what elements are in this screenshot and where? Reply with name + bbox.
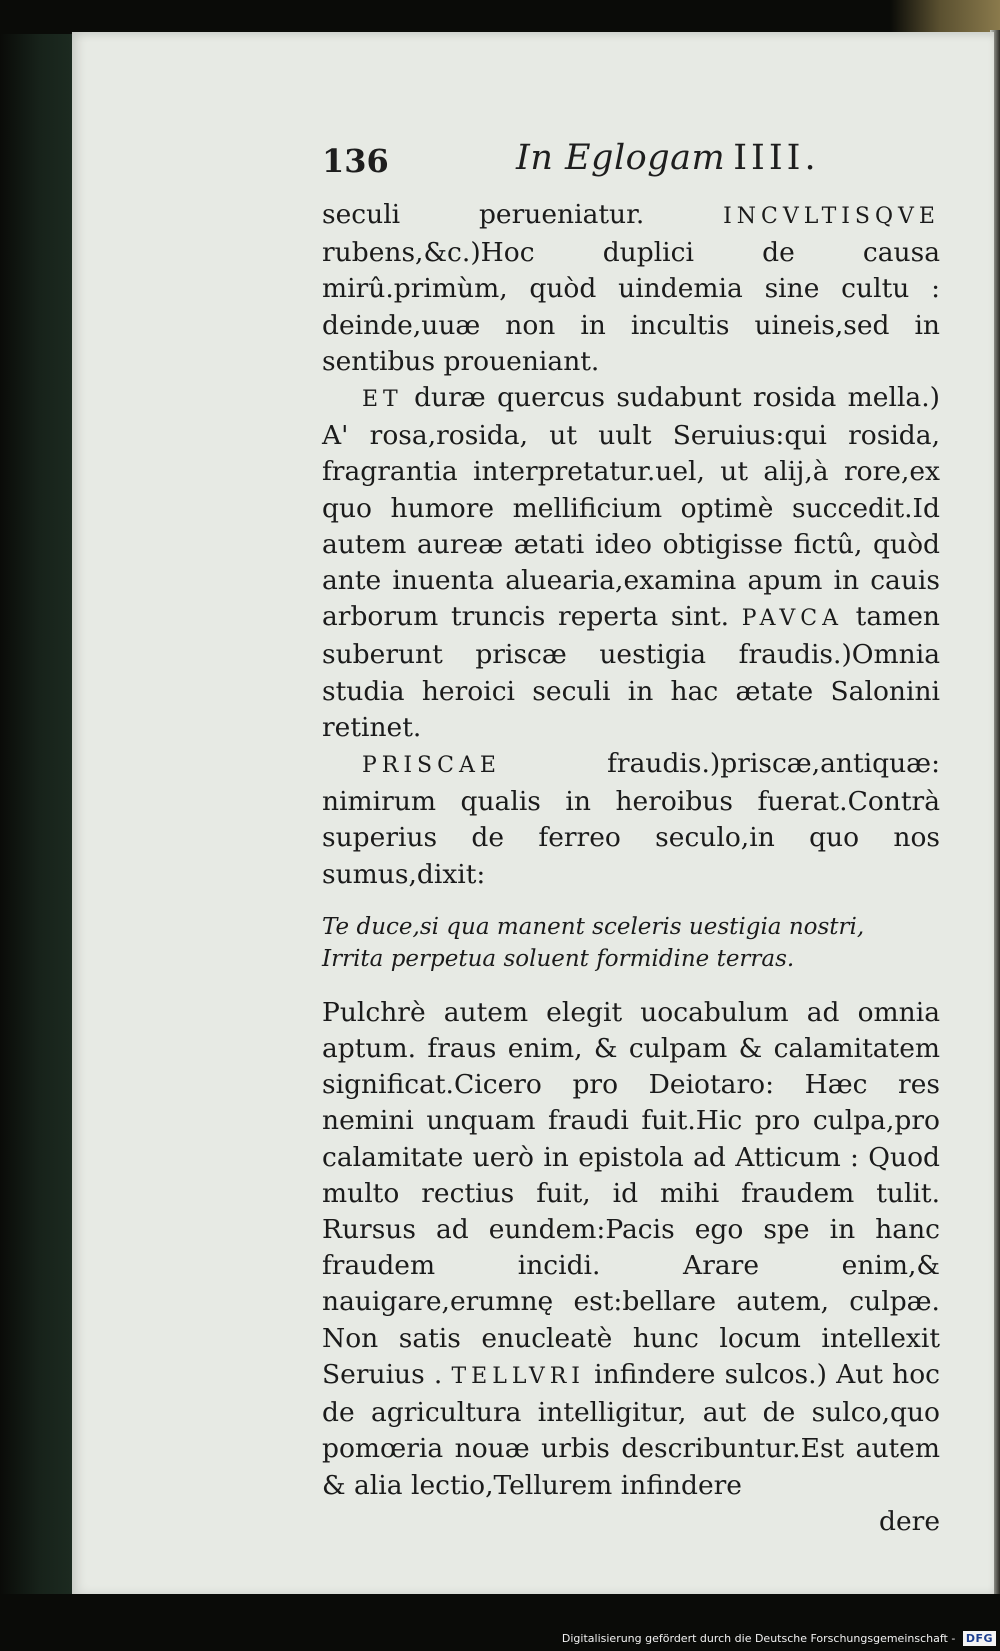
paragraph bbox=[322, 995, 940, 1504]
text-run: fraudis.)priscæ,antiquæ: nimirum qualis in heroibus fuerat.Contrà superius de ferreo seculo,in quo nos sumus,dixit: bbox=[322, 748, 940, 890]
running-head-numeral: IIII. bbox=[733, 138, 820, 178]
lemma-small-caps: PRISCAE bbox=[362, 753, 501, 779]
paragraph bbox=[322, 746, 940, 893]
binding-gutter bbox=[0, 34, 72, 1634]
page-number: 136 bbox=[322, 142, 389, 180]
lemma-small-caps: INCVLTISQVE bbox=[723, 204, 940, 229]
running-head-title: In Eglogam bbox=[516, 138, 726, 178]
dfg-logo: DFG bbox=[963, 1631, 996, 1646]
text-run: tamen suberunt priscæ uestigia fraudis.)Omnia studia heroici seculi in hac ætate Salonini retinet. bbox=[322, 601, 941, 743]
text-body bbox=[322, 197, 940, 1540]
funding-credit: Digitalisierung gefördert durch die Deutsche Forschungsgemeinschaft bbox=[561, 1631, 948, 1645]
text-run: seculi perueniatur. bbox=[322, 199, 724, 230]
catchword: dere bbox=[879, 1505, 940, 1537]
lemma-small-caps: ET bbox=[362, 387, 403, 413]
verse-quote bbox=[322, 911, 940, 975]
text-run: duræ quercus sudabunt rosida mella.) A' rosa,rosida, ut uult Seruius:qui rosida, fragrantia interpretatur.uel, ut alij,à rore,ex quo humore mellificium optimè succedit.Id autem aureæ ætati ideo obtigisse fictû, quòd ante inuenta aluearia,examina apum in cauis arborum truncis reperta sint. bbox=[322, 382, 940, 633]
text-run: rubens,&c.)Hoc duplici de causa mirû.primùm, quòd uindemia sine cultu : deinde,uuæ non in incultis uineis,sed in sentibus proueniant. bbox=[322, 237, 940, 377]
verse-line: Te duce,si qua manent sceleris uestigia nostri, bbox=[322, 913, 865, 940]
verse-line: Irrita perpetua soluent formidine terras. bbox=[322, 945, 795, 972]
top-edge bbox=[0, 0, 1000, 34]
text-run: Pulchrè autem elegit uocabulum ad omnia aptum. fraus enim, & culpam & calamitatem significat.Cicero pro Deiotaro: Hæc res nemini unquam fraudi fuit.Hic pro culpa,pro calamitate uerò in epistola ad Atticum : Quod multo rectius fuit, id mihi fraudem tulit. Rursus ad eundem:Pacis ego spe in hanc fraudem incidi. Arare enim,& nauigare,erumnę est:bellare autem, culpæ. Non satis enucleatè hunc locum intellexit Seruius . bbox=[322, 996, 940, 1390]
paragraph bbox=[322, 197, 940, 380]
book-cover-corner bbox=[890, 0, 1000, 34]
lemma-small-caps: TELLVRI bbox=[451, 1363, 585, 1389]
text-run: infindere sulcos.) Aut hoc de agricultura intelligitur, aut de sulco,quo pomœria nouæ urbis describuntur.Est autem & alia lectio,Tellurem infindere bbox=[322, 1358, 940, 1501]
running-head bbox=[516, 138, 820, 178]
digitization-footer: Digitalisierung gefördert durch die Deutsche Forschungsgemeinschaft - DFG bbox=[562, 1628, 996, 1648]
paragraph bbox=[322, 380, 940, 746]
lemma-small-caps: PAVCA bbox=[741, 606, 843, 632]
